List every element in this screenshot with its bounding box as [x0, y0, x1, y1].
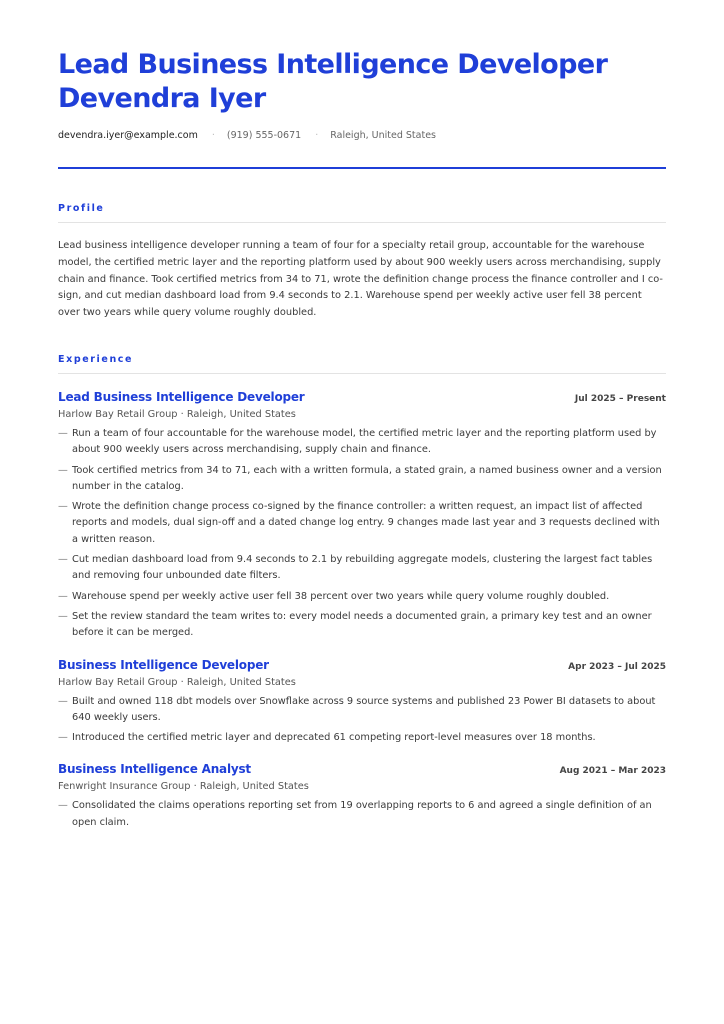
bullet-dash: — — [58, 800, 68, 812]
title-name: Devendra Iyer — [58, 83, 266, 114]
bullet-dash: — — [58, 427, 68, 439]
job-company: Harlow Bay Retail Group · Raleigh, United States — [58, 676, 296, 688]
bullet-text: Run a team of four accountable for the warehouse model, the certified metric layer and the reporting platform used by about 900 weekly users across merchandising, supply chain and finance. — [72, 427, 657, 456]
job-entry — [58, 390, 666, 642]
job-dates: Apr 2023 – Jul 2025 — [568, 661, 666, 672]
title-role: Lead Business Intelligence Developer — [58, 49, 608, 80]
job-bullets — [58, 426, 666, 642]
bullet-text: Introduced the certified metric layer and deprecated 61 competing report-level measures over 18 months. — [72, 732, 596, 744]
bullet-dash: — — [58, 464, 68, 476]
job-dates: Jul 2025 – Present — [574, 393, 666, 404]
job-bullets — [58, 694, 666, 747]
contact-email: devendra.iyer@example.com — [58, 130, 198, 141]
job-list — [58, 390, 666, 831]
job-bullet — [58, 589, 666, 605]
job-company: Fenwright Insurance Group · Raleigh, United States — [58, 781, 309, 793]
contact-location: Raleigh, United States — [330, 130, 436, 141]
job-dates: Aug 2021 – Mar 2023 — [559, 766, 666, 777]
job-title: Business Intelligence Developer — [58, 657, 269, 672]
job-header — [58, 658, 666, 672]
bullet-dash: — — [58, 695, 68, 707]
job-title: Lead Business Intelligence Developer — [58, 389, 305, 404]
section-divider — [58, 222, 666, 223]
contact-separator: · — [315, 130, 319, 141]
bullet-text: Built and owned 118 dbt models over Snowflake across 9 source systems and published 23 Power BI datasets to about 640 weekly users. — [72, 695, 656, 723]
bullet-text: Took certified metrics from 34 to 71, each with a written formula, a stated grain, a named business owner and a version number in the catalog. — [72, 464, 662, 492]
job-bullet — [58, 798, 666, 831]
job-bullets — [58, 798, 666, 831]
resume-title — [58, 48, 666, 116]
job-bullet — [58, 426, 666, 459]
job-bullet — [58, 499, 666, 548]
bullet-text: Consolidated the claims operations reporting set from 19 overlapping reports to 6 and agreed a single definition of an open claim. — [72, 800, 652, 828]
bullet-dash: — — [58, 732, 68, 744]
bullet-dash: — — [58, 590, 68, 602]
job-bullet — [58, 730, 666, 746]
profile-summary: Lead business intelligence developer running a team of four for a specialty retail group, accountable for the warehouse model, the certified metric layer and the reporting platform used by about 900 weekly users across merchandising, supply chain and finance. Took certified metrics from 34 to 71, wrote the definition change process the finance controller and I co-sign, and cut median dashboard load from 9.4 seconds to 2.1. Warehouse spend per weekly active user fell 38 percent over two years while query volume roughly doubled. — [58, 240, 663, 319]
experience-section — [58, 354, 666, 831]
job-header — [58, 762, 666, 776]
profile-section — [58, 203, 666, 322]
job-entry — [58, 762, 666, 831]
job-title: Business Intelligence Analyst — [58, 762, 251, 777]
bullet-text: Set the review standard the team writes to: every model needs a documented grain, a primary key test and an owner before it can be merged. — [72, 610, 652, 639]
job-bullet — [58, 463, 666, 496]
bullet-text: Warehouse spend per weekly active user fell 38 percent over two years while query volume roughly doubled. — [72, 590, 610, 602]
contact-phone: (919) 555-0671 — [226, 130, 302, 141]
job-company: Harlow Bay Retail Group · Raleigh, United States — [58, 408, 296, 420]
job-bullet — [58, 609, 666, 642]
job-header — [58, 390, 666, 404]
section-divider — [58, 373, 666, 374]
contact-separator: · — [211, 130, 215, 141]
bullet-dash: — — [58, 610, 68, 622]
profile-heading: Profile — [58, 203, 105, 214]
experience-heading: Experience — [58, 353, 134, 365]
job-bullet — [58, 552, 666, 585]
header-divider — [58, 167, 666, 169]
contact-line — [58, 130, 666, 141]
bullet-text: Cut median dashboard load from 9.4 seconds to 2.1 by rebuilding aggregate models, clustering the largest fact tables and removing four unbounded date filters. — [72, 554, 653, 582]
bullet-dash: — — [58, 554, 68, 566]
bullet-dash: — — [58, 501, 68, 513]
job-entry — [58, 658, 666, 747]
bullet-text: Wrote the definition change process co-signed by the finance controller: a written request, an impact list of affected reports and models, dual sign-off and a dated change log entry. 9 changes made last year and 3 requests declined with a written reason. — [72, 501, 660, 545]
job-bullet — [58, 694, 666, 727]
